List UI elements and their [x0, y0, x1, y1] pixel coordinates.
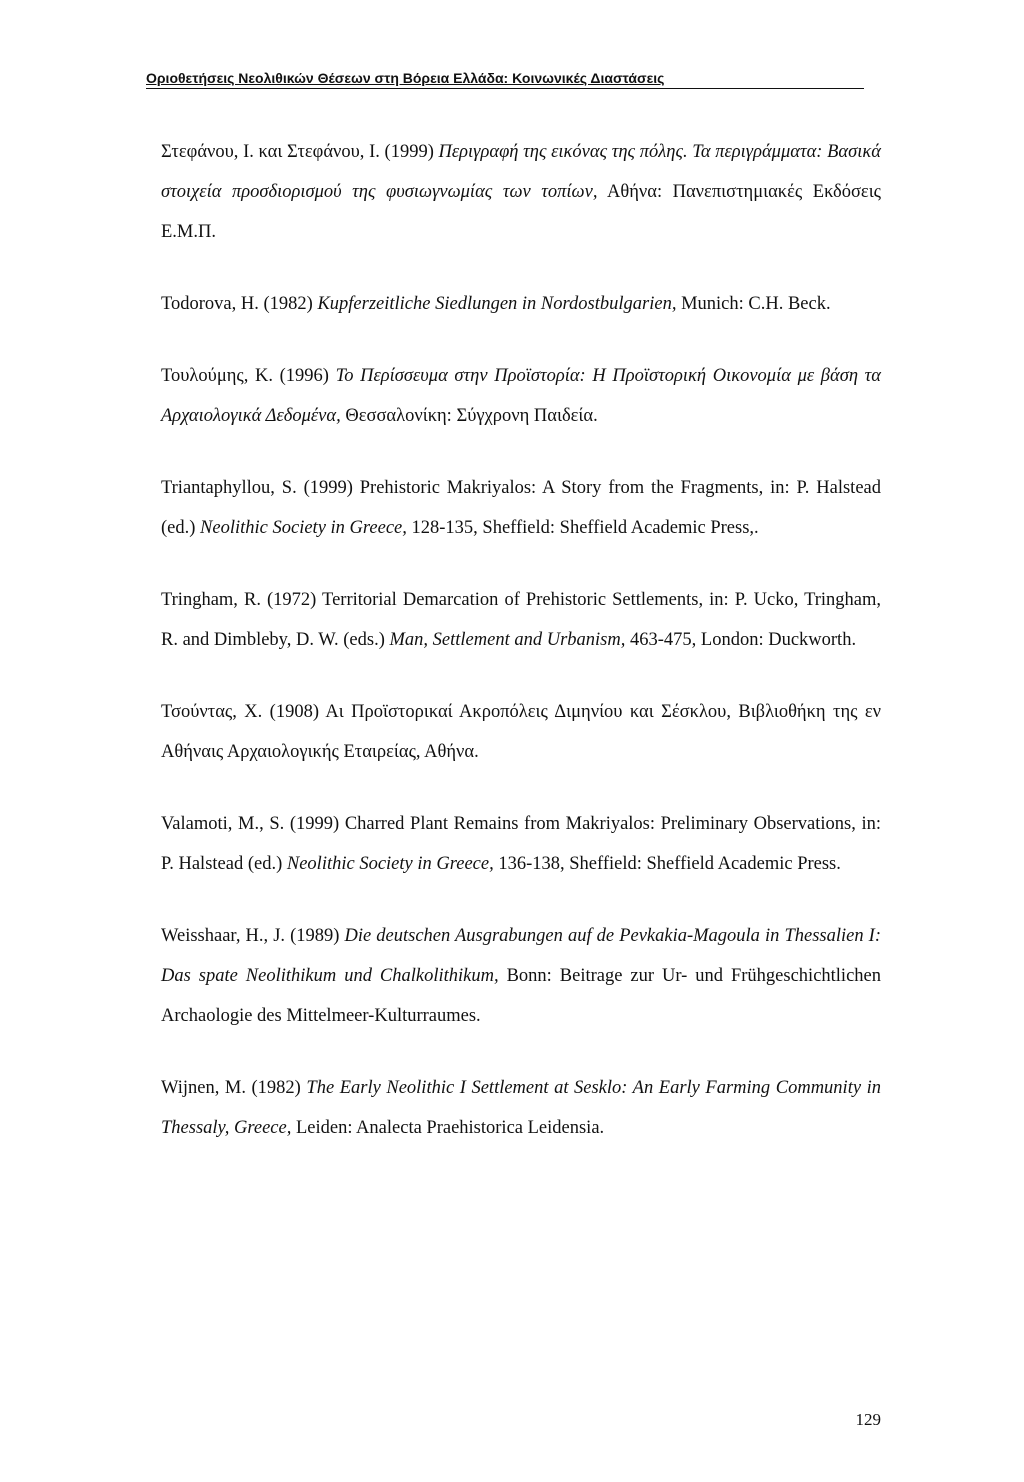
reference-lead: Triantaphyllou, S. (1999) Prehistoric Makriyalos: A Story from the Fragments, in: P. Halstead (ed.)	[161, 478, 881, 538]
reference-entry	[161, 804, 881, 884]
reference-tail: 128-135, Sheffield: Sheffield Academic Press,.	[406, 518, 759, 538]
reference-title: Neolithic Society in Greece,	[286, 854, 494, 874]
reference-entry	[161, 1068, 881, 1148]
reference-list	[161, 132, 881, 1148]
reference-entry	[161, 692, 881, 772]
reference-title: Kupferzeitliche Siedlungen in Nordostbulgarien,	[317, 294, 677, 314]
reference-title: Το Περίσσευμα στην Προϊστορία: Η Προϊστορική Οικονομία με βάση τα Αρχαιολογικά Δεδομένα,	[161, 366, 881, 426]
reference-tail: 136-138, Sheffield: Sheffield Academic Press.	[493, 854, 841, 874]
reference-lead: Tringham, R. (1972) Territorial Demarcation of Prehistoric Settlements, in: P. Ucko, Tringham, R. and Dimbleby, D. W. (eds.)	[161, 590, 881, 650]
page-number: 129	[855, 1410, 881, 1429]
reference-tail: Bonn: Beitrage zur Ur- und Frühgeschichtlichen Archaologie des Mittelmeer-Kulturraumes.	[161, 966, 881, 1026]
reference-lead: Wijnen, M. (1982)	[161, 1078, 307, 1098]
reference-entry	[161, 468, 881, 548]
reference-title: Die deutschen Ausgrabungen auf de Pevkakia-Magoula in Thessalien I: Das spate Neolithikum und Chalkolithikum,	[161, 926, 881, 986]
reference-lead: Στεφάνου, Ι. και Στεφάνου, Ι. (1999)	[161, 142, 439, 162]
reference-title: Man, Settlement and Urbanism,	[389, 630, 626, 650]
reference-entry	[161, 284, 881, 324]
reference-lead: Todorova, H. (1982)	[161, 294, 318, 314]
reference-tail: 463-475, London: Duckworth.	[625, 630, 857, 650]
reference-entry	[161, 132, 881, 252]
reference-entry	[161, 356, 881, 436]
running-header: Οριοθετήσεις Νεολιθικών Θέσεων στη Βόρεια Ελλάδα: Κοινωνικές Διαστάσεις	[146, 70, 864, 89]
reference-title: Neolithic Society in Greece,	[200, 518, 407, 538]
reference-title: Περιγραφή της εικόνας της πόλης. Τα περιγράμματα: Βασικά στοιχεία προσδιορισμού της φυσιωγνωμίας των τοπίων,	[161, 142, 881, 202]
reference-tail: Θεσσαλονίκη: Σύγχρονη Παιδεία.	[340, 406, 598, 426]
reference-tail: Munich: C.H. Beck.	[676, 294, 831, 314]
reference-lead: Valamoti, M., S. (1999) Charred Plant Remains from Makriyalos: Preliminary Observations, in: P. Halstead (ed.)	[161, 814, 881, 874]
reference-tail: Αθήνα: Πανεπιστημιακές Εκδόσεις Ε.Μ.Π.	[161, 182, 881, 242]
reference-lead: Τουλούμης, Κ. (1996)	[161, 366, 336, 386]
reference-lead: Τσούντας, Χ. (1908) Αι Προϊστορικαί Ακροπόλεις Διμηνίου και Σέσκλου, Βιβλιοθήκη της εν Αθήναις Αρχαιολογικής Εταιρείας, Αθήνα.	[161, 702, 881, 762]
reference-title: The Early Neolithic I Settlement at Sesklo: An Early Farming Community in Thessaly, Greece,	[161, 1078, 881, 1138]
reference-entry	[161, 580, 881, 660]
reference-lead: Weisshaar, H., J. (1989)	[161, 926, 345, 946]
reference-tail: Leiden: Analecta Praehistorica Leidensia.	[291, 1118, 605, 1138]
reference-entry	[161, 916, 881, 1036]
